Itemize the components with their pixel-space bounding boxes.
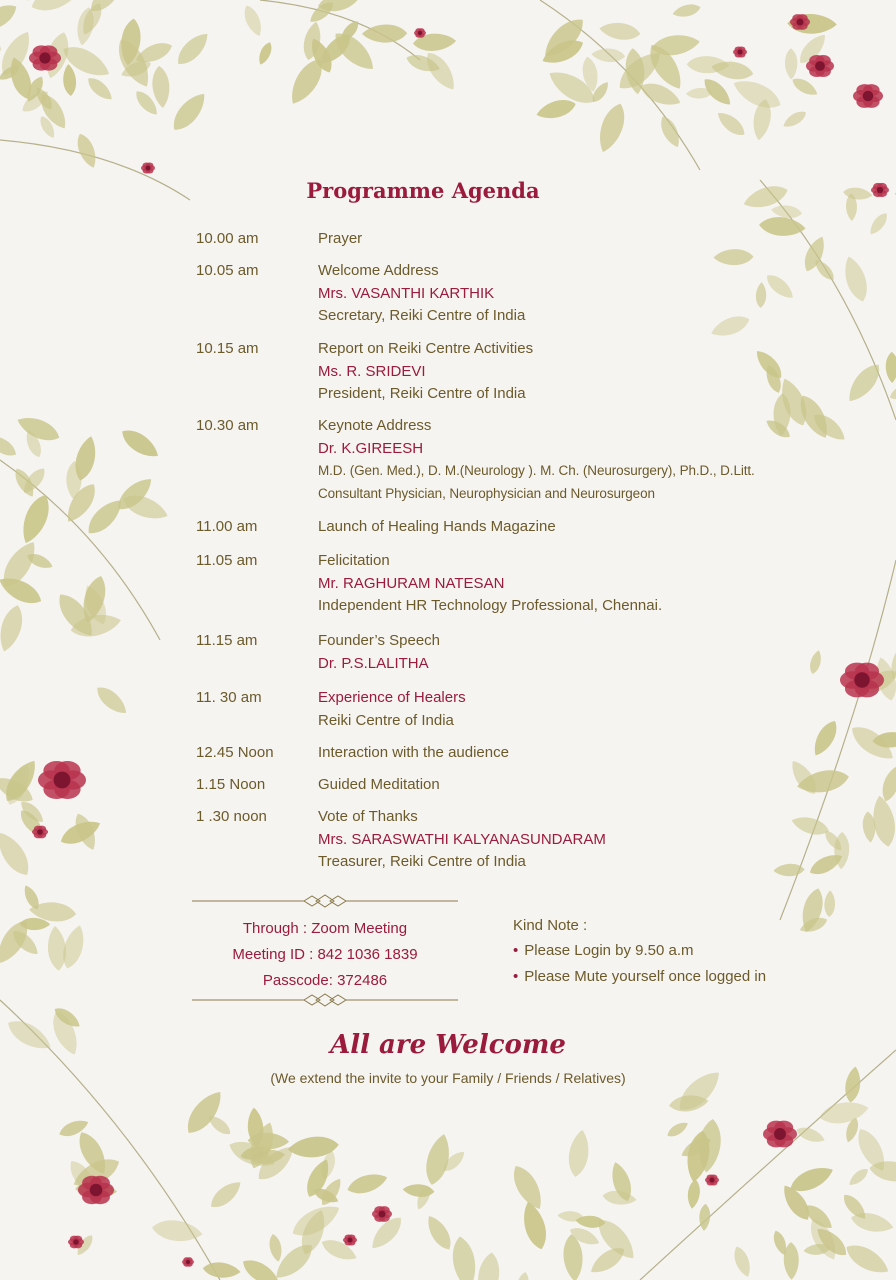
leaf-icon bbox=[0, 0, 21, 38]
rose-icon bbox=[871, 183, 889, 197]
leaf-icon bbox=[686, 1179, 701, 1210]
leaf-icon bbox=[665, 1119, 690, 1140]
agenda-details bbox=[318, 260, 798, 328]
leaf-icon bbox=[809, 717, 842, 759]
leaf-icon bbox=[714, 108, 749, 140]
leaf-icon bbox=[202, 1261, 241, 1280]
leaf-icon bbox=[699, 1203, 711, 1231]
agenda-details bbox=[318, 516, 798, 539]
agenda-text: Founder’s Speech bbox=[318, 632, 441, 649]
leaf-icon bbox=[206, 1177, 245, 1213]
agenda-text: Reiki Centre of India bbox=[318, 711, 454, 729]
agenda-time: 10.05 am bbox=[196, 262, 259, 279]
rose-icon bbox=[141, 162, 155, 173]
leaf-icon bbox=[0, 460, 4, 502]
rose-icon bbox=[763, 1121, 797, 1148]
speaker-full-name: SARASWATHI KALYANASUNDARAM bbox=[351, 830, 606, 848]
kind-note-item bbox=[513, 964, 813, 990]
rose-icon bbox=[38, 761, 86, 799]
agenda-text: Guided Meditation bbox=[318, 776, 440, 793]
speaker-name bbox=[318, 573, 798, 596]
leaf-icon bbox=[846, 1166, 871, 1189]
agenda-text: Consultant Physician, Neurophysician and Neurosurgeon bbox=[318, 485, 655, 501]
agenda-text: Treasurer, Reiki Centre of India bbox=[318, 853, 526, 870]
leaf-icon bbox=[362, 24, 408, 43]
agenda-text: Keynote Address bbox=[318, 417, 432, 434]
leaf-icon bbox=[657, 113, 684, 150]
leaf-icon bbox=[151, 65, 171, 109]
meeting-passcode: Passcode: 372486 bbox=[262, 972, 388, 989]
kind-note-heading: Kind Note : bbox=[513, 917, 588, 934]
agenda-time: 10.15 am bbox=[196, 340, 259, 357]
leaf-icon bbox=[84, 74, 116, 104]
rose-icon bbox=[853, 84, 883, 108]
agenda-details bbox=[318, 550, 798, 618]
rose-icon bbox=[806, 55, 834, 77]
rose-icon bbox=[733, 46, 747, 57]
bullet-icon: • bbox=[513, 968, 519, 985]
speaker-title: Dr. bbox=[318, 439, 342, 457]
agenda-text: Launch of Healing Hands Magazine bbox=[318, 518, 556, 535]
leaf-icon bbox=[241, 3, 266, 39]
agenda-time: 1 .30 noon bbox=[196, 808, 267, 825]
speaker-title: Mrs. bbox=[318, 830, 352, 848]
rose-icon bbox=[32, 826, 48, 839]
leaf-icon bbox=[46, 925, 68, 971]
agenda-details bbox=[318, 687, 798, 732]
speaker-full-name: R. SRIDEVI bbox=[346, 362, 426, 380]
leaf-icon bbox=[781, 108, 809, 131]
leaf-icon bbox=[345, 1170, 390, 1198]
leaf-icon bbox=[422, 1212, 456, 1254]
rose-icon bbox=[840, 663, 884, 698]
leaf-icon bbox=[842, 359, 885, 407]
speaker-title: Ms. bbox=[318, 362, 347, 380]
speaker-name bbox=[318, 829, 798, 852]
leaf-icon bbox=[534, 96, 578, 123]
rose-icon bbox=[29, 45, 61, 70]
bullet-icon: • bbox=[513, 942, 519, 959]
leaf-icon bbox=[167, 88, 211, 136]
agenda-text: President, Reiki Centre of India bbox=[318, 385, 526, 402]
agenda-text: Felicitation bbox=[318, 552, 390, 569]
leaf-icon bbox=[842, 1239, 894, 1280]
agenda-time: 10.00 am bbox=[196, 230, 259, 247]
agenda-text: Vote of Thanks bbox=[318, 808, 418, 825]
agenda-text: Welcome Address bbox=[318, 262, 439, 279]
agenda-details bbox=[318, 338, 798, 406]
agenda-details bbox=[318, 415, 798, 505]
leaf-icon bbox=[117, 424, 162, 463]
agenda-text: Interaction with the audience bbox=[318, 744, 509, 761]
kind-note-item bbox=[513, 938, 813, 964]
leaf-icon bbox=[866, 210, 890, 237]
agenda-text: Prayer bbox=[318, 230, 363, 247]
leaf-icon bbox=[267, 1233, 284, 1263]
leaf-icon bbox=[808, 649, 824, 675]
leaf-icon bbox=[790, 75, 821, 100]
agenda-details bbox=[318, 806, 798, 874]
speaker-full-name: P.S.LALITHA bbox=[341, 654, 429, 672]
agenda-text: M.D. (Gen. Med.), D. M.(Neurology ). M. Ch. (Neurosurgery), Ph.D., D.Litt. bbox=[318, 463, 755, 478]
agenda-details bbox=[318, 228, 798, 251]
leaf-icon bbox=[0, 431, 20, 460]
leaf-icon bbox=[794, 1124, 826, 1146]
speaker-name bbox=[318, 361, 798, 384]
speaker-name bbox=[318, 438, 798, 461]
leaf-icon bbox=[151, 1217, 204, 1244]
meeting-details bbox=[200, 916, 450, 994]
leaf-icon bbox=[7, 0, 33, 4]
leaf-icon bbox=[812, 257, 838, 284]
rose-icon bbox=[790, 14, 810, 30]
kind-note bbox=[513, 914, 813, 990]
kind-note-text: Please Mute yourself once logged in bbox=[524, 968, 767, 985]
rose-icon bbox=[414, 28, 426, 37]
speaker-full-name: VASANTHI KARTHIK bbox=[351, 284, 495, 302]
agenda-time: 11.15 am bbox=[196, 632, 258, 649]
agenda-text: Experience of Healers bbox=[318, 689, 466, 706]
leaf-icon bbox=[0, 603, 27, 655]
speaker-full-name: RAGHURAM NATESAN bbox=[343, 574, 505, 592]
agenda-details bbox=[318, 774, 798, 797]
agenda-text: Independent HR Technology Professional, Chennai. bbox=[318, 597, 663, 614]
leaf-icon bbox=[566, 1128, 592, 1178]
meeting-platform: Through : Zoom Meeting bbox=[242, 920, 408, 937]
leaf-icon bbox=[840, 254, 872, 305]
agenda-details bbox=[318, 742, 798, 765]
leaf-icon bbox=[28, 0, 86, 17]
leaf-icon bbox=[73, 131, 100, 170]
leaf-icon bbox=[886, 352, 896, 383]
leaf-icon bbox=[671, 2, 701, 20]
speaker-name bbox=[318, 653, 798, 676]
agenda-time: 11.00 am bbox=[196, 518, 258, 535]
speaker-title: Dr. bbox=[318, 654, 342, 672]
agenda-time: 12.45 Noon bbox=[196, 744, 274, 761]
page-title: Programme Agenda bbox=[306, 178, 540, 203]
meeting-id: Meeting ID : 842 1036 1839 bbox=[232, 946, 418, 963]
leaf-icon bbox=[842, 186, 873, 201]
rose-icon bbox=[705, 1174, 719, 1185]
leaf-icon bbox=[598, 20, 641, 42]
top-ornament-divider bbox=[192, 894, 458, 908]
agenda-time: 10.30 am bbox=[196, 417, 259, 434]
agenda-time: 11. 30 am bbox=[196, 689, 262, 706]
invite-note: (We extend the invite to your Family / Friends / Relatives) bbox=[270, 1070, 626, 1086]
agenda-text: Report on Reiki Centre Activities bbox=[318, 340, 534, 357]
agenda-time: 1.15 Noon bbox=[196, 776, 266, 793]
leaf-icon bbox=[475, 1251, 503, 1280]
bottom-ornament-divider bbox=[192, 993, 458, 1007]
agenda-time: 11.05 am bbox=[196, 552, 258, 569]
leaf-icon bbox=[824, 890, 836, 917]
leaf-icon bbox=[402, 1183, 435, 1198]
rose-icon bbox=[343, 1234, 357, 1245]
leaf-icon bbox=[62, 64, 77, 97]
speaker-title: Mr. bbox=[318, 574, 343, 592]
leaf-icon bbox=[256, 40, 275, 66]
agenda-text: Secretary, Reiki Centre of India bbox=[318, 307, 526, 324]
leaf-icon bbox=[785, 48, 798, 79]
leaf-icon bbox=[0, 508, 4, 561]
rose-icon bbox=[78, 1176, 114, 1204]
leaf-icon bbox=[591, 47, 626, 63]
speaker-title: Mrs. bbox=[318, 284, 352, 302]
leaf-icon bbox=[449, 1235, 479, 1280]
agenda-details bbox=[318, 630, 798, 675]
rose-icon bbox=[372, 1206, 392, 1222]
leaf-icon bbox=[892, 1189, 896, 1227]
rose-icon bbox=[182, 1257, 194, 1266]
kind-note-text: Please Login by 9.50 a.m bbox=[524, 942, 694, 959]
leaf-icon bbox=[0, 827, 36, 880]
welcome-heading: All are Welcome bbox=[330, 1030, 566, 1060]
leaf-icon bbox=[818, 1098, 871, 1127]
leaf-icon bbox=[518, 1199, 550, 1252]
speaker-full-name: K.GIREESH bbox=[341, 439, 424, 457]
leaf-icon bbox=[770, 204, 802, 220]
leaf-icon bbox=[731, 1244, 754, 1279]
leaf-icon bbox=[514, 1271, 531, 1280]
leaf-icon bbox=[172, 28, 213, 70]
speaker-name bbox=[318, 283, 798, 306]
leaf-icon bbox=[0, 25, 5, 57]
rose-icon bbox=[68, 1236, 84, 1249]
leaf-icon bbox=[92, 682, 131, 719]
leaf-icon bbox=[593, 100, 630, 155]
